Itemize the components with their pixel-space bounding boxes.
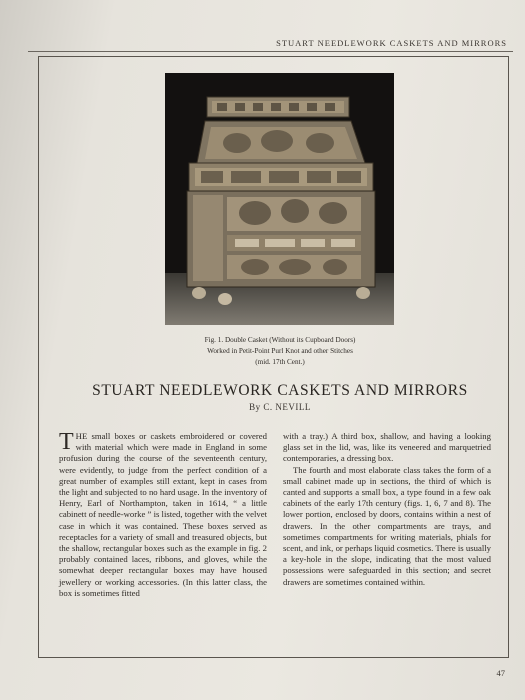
figure-caption: [150, 335, 410, 368]
caption-line-2: Worked in Petit-Point Purl Knot and other Stitches: [207, 347, 353, 355]
right-paragraph-2: The fourth and most elaborate class takes the form of a small cabinet made up in sections, the third of which is canted and supports a small box, a type found in a few oak cabinets of the early 17th century (figs. 1, 6, 7 and 8). The lower portion, enclosed by doors, contains within a nest of drawers. In the other compartments are trays, and sometimes compartments for writing materials, phials for scent, and ink, or perhaps liquid cosmetics. There is usually a key-hole in the slope, indicating that the most valued possessions were safeguarded in this section; and secret drawers are sometimes contained within.: [283, 464, 491, 587]
header-rule: [28, 51, 513, 52]
left-column: [59, 431, 267, 599]
caption-line-1: Fig. 1. Double Casket (Without its Cupboard Doors): [204, 336, 356, 344]
right-paragraph-1: with a tray.) A third box, shallow, and having a looking glass set in the lid, was, like its veneered and marquetried contemporaries, a dressing box.: [283, 431, 491, 464]
drop-cap: T: [59, 429, 74, 455]
casket-photograph: [165, 73, 394, 325]
article-title: STUART NEEDLEWORK CASKETS AND MIRRORS: [92, 382, 468, 399]
casket-illustration: [165, 73, 394, 325]
caption-line-3: (mid. 17th Cent.): [255, 358, 305, 366]
right-column: [283, 431, 491, 588]
article-byline: By C. NEVILL: [249, 402, 311, 412]
left-column-text: HE small boxes or caskets embroidered or covered with material which were made in England in some profusion during the course of the seventeenth century, were evidently, to judge from the perfect condition of a great number of examples still extant, kept in cases from the light and subjected to no hard usage. In the inventory of Henry, Earl of Northampton, taken in 1614, “ a little cabinett of needle-worke ” is listed, together with the velvet case in which it was contained. These boxes served as receptacles for a variety of small and treasured objects, but the shallow, rectangular boxes such as the example in fig. 2 probably contained laces, ribbons, and gloves, while the somewhat deeper rectangular boxes may have housed jewellery or working accessories. (In this latter class, the box is sometimes fitted: [59, 431, 267, 598]
page-number: 47: [496, 668, 505, 678]
running-head: STUART NEEDLEWORK CASKETS AND MIRRORS: [276, 38, 507, 48]
